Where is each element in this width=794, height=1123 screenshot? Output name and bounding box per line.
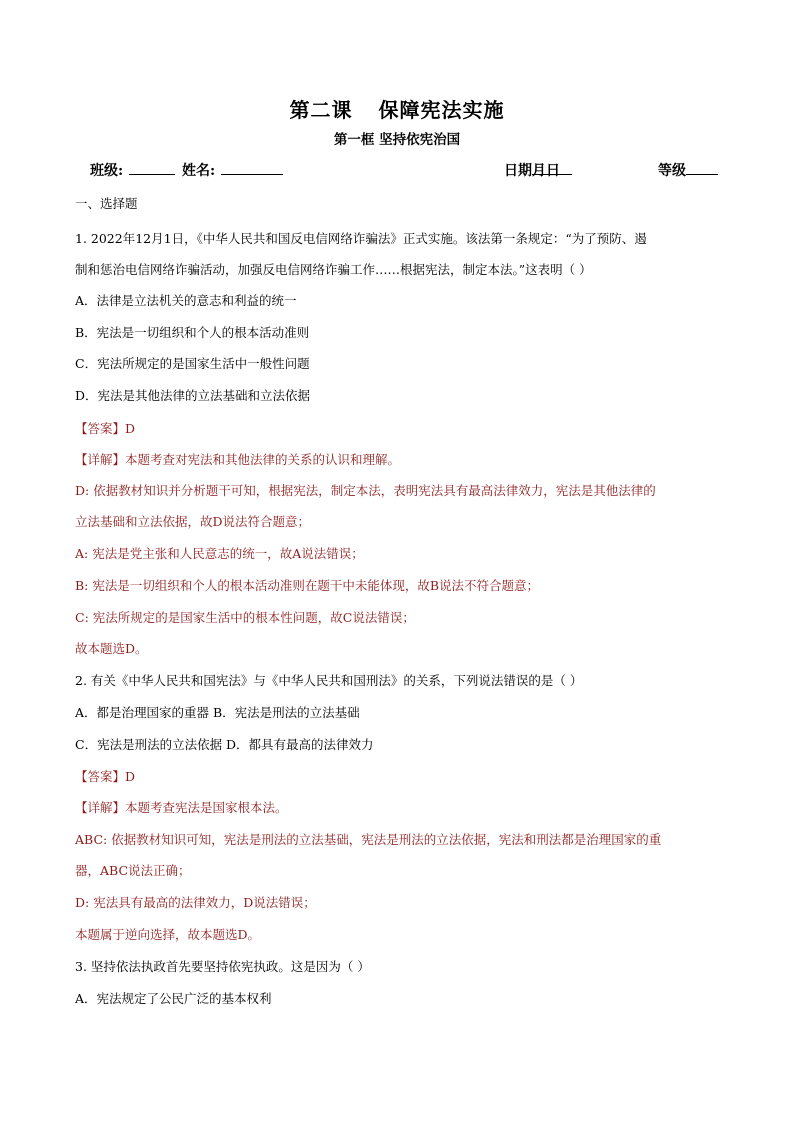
text-line: D: 宪法具有最高的法律效力，D说法错误； (75, 895, 316, 910)
text-line: ABC: 依据教材知识可知，宪法是刑法的立法基础，宪法是刑法的立法依据，宪法和刑法都是治理国家的重 (75, 832, 662, 847)
text-line: 3. 坚持依法执政首先要坚持依宪执政。这是因为（ ） (75, 959, 370, 974)
name-blank (221, 160, 283, 175)
grade-field (658, 160, 686, 180)
class-label: 班级: (90, 163, 124, 179)
text-line: A．宪法规定了公民广泛的基本权利 (75, 991, 272, 1006)
lesson-name: 保障宪法实施 (378, 98, 505, 122)
text-line: 【详解】本题考查宪法是国家根本法。 (75, 800, 288, 815)
day-label: 日 (546, 163, 560, 179)
text-line: C．宪法是刑法的立法依据 D．都具有最高的法律效力 (75, 737, 374, 752)
text-line: A．都是治理国家的重器 B．宪法是刑法的立法基础 (75, 705, 360, 720)
class-blank (129, 160, 175, 175)
class-field (90, 160, 123, 180)
name-label: 姓名: (182, 163, 216, 179)
text-line: 【答案】D (75, 769, 136, 784)
text-line: 1. 2022年12月1日，《中华人民共和国反电信网络诈骗法》正式实施。该法第一条规定：“为了预防、遏 (75, 231, 647, 246)
lesson-number: 第二课 (289, 98, 353, 122)
text-line: 【答案】D (75, 421, 136, 436)
text-line: 器，ABC说法正确； (75, 863, 191, 878)
text-line: 【详解】本题考查对宪法和其他法律的关系的认识和理解。 (75, 452, 401, 467)
text-line: B: 宪法是一切组织和个人的根本活动准则在题干中未能体现，故B说法不符合题意； (75, 578, 540, 593)
text-line: 一、选择题 (75, 196, 138, 211)
lesson-title (0, 94, 794, 123)
text-line: 故本题选D。 (75, 641, 148, 656)
date-label: 日期 (504, 163, 532, 179)
date-field (504, 160, 560, 180)
text-line: C: 宪法所规定的是国家生活中的根本性问题，故C说法错误； (75, 610, 415, 625)
text-line: D: 依据教材知识并分析题干可知，根据宪法，制定本法，表明宪法具有最高法律效力，宪法是其他法律的 (75, 483, 656, 498)
text-line: 制和惩治电信网络诈骗活动，加强反电信网络诈骗工作……根据宪法，制定本法。”这表明（ ） (75, 262, 592, 277)
text-line: 本题属于逆向选择，故本题选D。 (75, 927, 261, 942)
text-line: C．宪法所规定的是国家生活中一般性问题 (75, 356, 310, 371)
text-line: D．宪法是其他法律的立法基础和立法依据 (75, 388, 311, 403)
text-line: B．宪法是一切组织和个人的根本活动准则 (75, 325, 310, 340)
name-field (182, 160, 215, 180)
text-line: A．法律是立法机关的意志和利益的统一 (75, 293, 297, 308)
lesson-subtitle: 第一框 坚持依宪治国 (333, 132, 461, 148)
text-line: 立法基础和立法依据，故D说法符合题意； (75, 514, 311, 529)
student-info-row (90, 160, 722, 180)
month-label: 月 (532, 163, 546, 179)
grade-blank (686, 160, 718, 175)
day-blank (546, 160, 572, 175)
text-line: A: 宪法是党主张和人民意志的统一，故A说法错误； (75, 546, 364, 561)
grade-label: 等级 (658, 163, 686, 179)
text-line: 2. 有关《中华人民共和国宪法》与《中华人民共和国刑法》的关系，下列说法错误的是（ ） (75, 673, 583, 688)
